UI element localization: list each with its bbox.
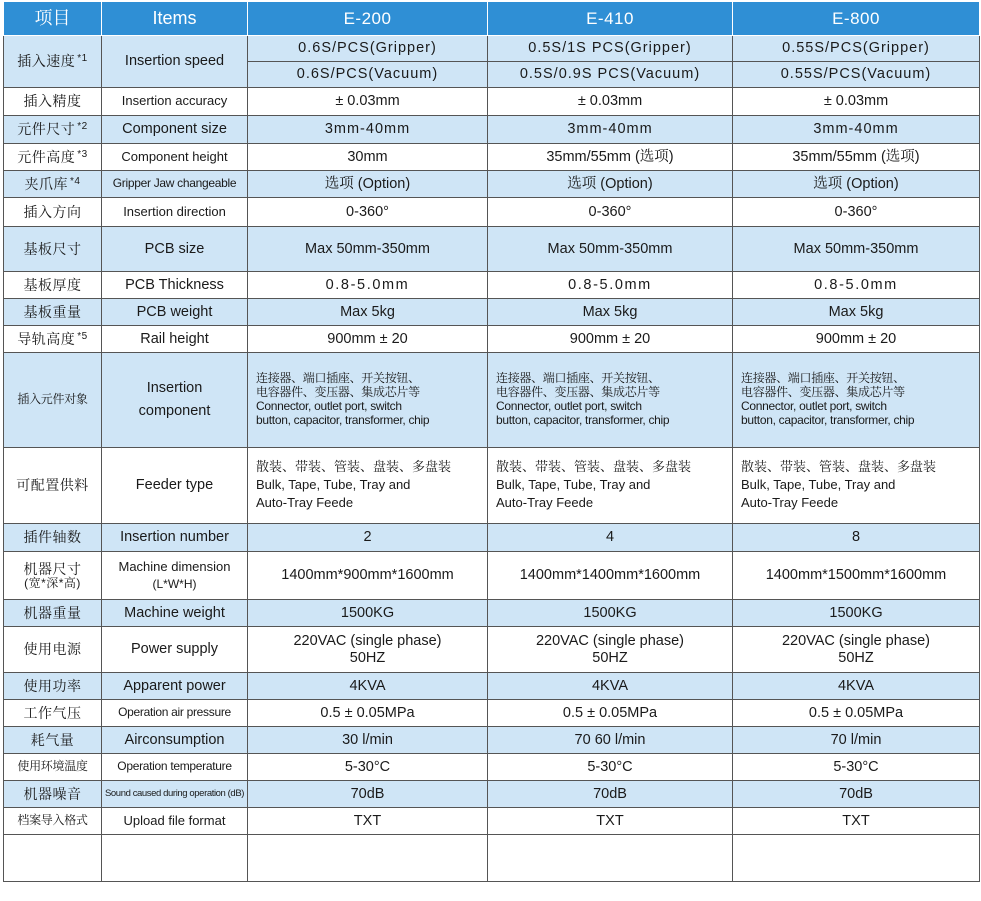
cell-value: 0.5 ± 0.05MPa (248, 700, 488, 727)
table-row (4, 299, 980, 326)
cell-value: 5-30°C (733, 754, 980, 781)
cell-value: TXT (248, 808, 488, 835)
cell-value: Max 50mm-350mm (488, 227, 733, 272)
cell-value: 0.5 ± 0.05MPa (733, 700, 980, 727)
cell-value: 70 l/min (733, 727, 980, 754)
cell-value: 连接器、端口插座、开关按钮、 电容器件、变压器、集成芯片等 Connector, outlet port, switch button, capacitor, transformer, chip (248, 353, 488, 448)
row-label-cn: 导轨高度 $^{*5}$ (4, 326, 102, 353)
empty-cell (102, 835, 248, 882)
table-row (4, 144, 980, 171)
cell-value: 900mm ± 20 (488, 326, 733, 353)
row-label-en: Insertion component (102, 353, 248, 448)
cell-value: 散装、带装、管装、盘装、多盘装 Bulk, Tape, Tube, Tray and Auto-Tray Feede (488, 448, 733, 524)
row-label-en: Power supply (102, 627, 248, 673)
cell-value: Max 5kg (733, 299, 980, 326)
cell-value: 30 l/min (248, 727, 488, 754)
row-label-en: Machine weight (102, 600, 248, 627)
row-label-en: Feeder type (102, 448, 248, 524)
cell-value: 70dB (488, 781, 733, 808)
cell-value: 0.6S/PCS(Gripper) (248, 36, 488, 62)
empty-cell (488, 835, 733, 882)
row-label-cn: 插入精度 (4, 88, 102, 116)
cell-value: 0.55S/PCS(Gripper) (733, 36, 980, 62)
cell-value: 散装、带装、管装、盘装、多盘装 Bulk, Tape, Tube, Tray and Auto-Tray Feede (733, 448, 980, 524)
cell-value: 2 (248, 524, 488, 552)
spec-table-container (3, 1, 979, 901)
row-label-cn: 插入速度 $^{*1}$ (4, 36, 102, 88)
cell-value: 0.8-5.0mm (488, 272, 733, 299)
row-label-en: Insertion speed (102, 36, 248, 88)
row-label-cn: 工作气压 (4, 700, 102, 727)
table-row (4, 448, 980, 524)
cell-value: 4KVA (488, 673, 733, 700)
cell-value: TXT (733, 808, 980, 835)
row-label-en: Rail height (102, 326, 248, 353)
header-model-e800: E-800 (733, 2, 980, 36)
table-row (4, 88, 980, 116)
row-label-cn: 夹爪库 $^{*4}$ (4, 171, 102, 198)
cell-value: 70dB (248, 781, 488, 808)
table-row (4, 326, 980, 353)
header-item-en: Items (102, 2, 248, 36)
table-row (4, 36, 980, 62)
cell-value: 0.5S/0.9S PCS(Vacuum) (488, 62, 733, 88)
header-model-e200: E-200 (248, 2, 488, 36)
row-label-en: Insertion accuracy (102, 88, 248, 116)
table-row (4, 673, 980, 700)
row-label-en: PCB weight (102, 299, 248, 326)
table-row-empty (4, 835, 980, 882)
cell-value: 220VAC (single phase) 50HZ (488, 627, 733, 673)
table-row (4, 600, 980, 627)
row-label-en: PCB size (102, 227, 248, 272)
cell-value: 0.8-5.0mm (733, 272, 980, 299)
cell-value: Max 50mm-350mm (733, 227, 980, 272)
row-label-en: Gripper Jaw changeable (102, 171, 248, 198)
cell-value: 3mm-40mm (248, 116, 488, 144)
cell-value: 1500KG (248, 600, 488, 627)
cell-value: 1400mm*1400mm*1600mm (488, 552, 733, 600)
table-row (4, 700, 980, 727)
cell-value: 1400mm*900mm*1600mm (248, 552, 488, 600)
cell-value: 0-360° (733, 198, 980, 227)
row-label-cn: 机器重量 (4, 600, 102, 627)
row-label-en: Airconsumption (102, 727, 248, 754)
cell-value: 连接器、端口插座、开关按钮、 电容器件、变压器、集成芯片等 Connector, outlet port, switch button, capacitor, transformer, chip (733, 353, 980, 448)
row-label-en: Operation air pressure (102, 700, 248, 727)
cell-value: 220VAC (single phase) 50HZ (733, 627, 980, 673)
cell-value: 220VAC (single phase) 50HZ (248, 627, 488, 673)
cell-value: 1400mm*1500mm*1600mm (733, 552, 980, 600)
row-label-cn: 基板厚度 (4, 272, 102, 299)
cell-value: Max 5kg (488, 299, 733, 326)
cell-value: 选项 (Option) (733, 171, 980, 198)
row-label-cn: 使用功率 (4, 673, 102, 700)
table-row (4, 627, 980, 673)
cell-value: 4KVA (248, 673, 488, 700)
cell-value: 选项 (Option) (488, 171, 733, 198)
cell-value: 散装、带装、管装、盘装、多盘装 Bulk, Tape, Tube, Tray and Auto-Tray Feede (248, 448, 488, 524)
row-label-en: Apparent power (102, 673, 248, 700)
cell-value: TXT (488, 808, 733, 835)
cell-value: ± 0.03mm (488, 88, 733, 116)
cell-value: 0.55S/PCS(Vacuum) (733, 62, 980, 88)
header-model-e410: E-410 (488, 2, 733, 36)
row-label-en: Insertion direction (102, 198, 248, 227)
header-row (4, 2, 980, 36)
cell-value: 5-30°C (248, 754, 488, 781)
row-label-cn: 插入元件对象 (4, 353, 102, 448)
cell-value: 0-360° (248, 198, 488, 227)
table-row (4, 198, 980, 227)
row-label-en: Component size (102, 116, 248, 144)
cell-value: 35mm/55mm (选项) (733, 144, 980, 171)
cell-value: 35mm/55mm (选项) (488, 144, 733, 171)
cell-value: 4 (488, 524, 733, 552)
table-row (4, 727, 980, 754)
cell-value: 30mm (248, 144, 488, 171)
table-row (4, 754, 980, 781)
row-label-en: PCB Thickness (102, 272, 248, 299)
cell-value: 0.8-5.0mm (248, 272, 488, 299)
row-label-en: Insertion number (102, 524, 248, 552)
empty-cell (4, 835, 102, 882)
row-label-en: Machine dimension (L*W*H) (102, 552, 248, 600)
cell-value: 0.5 ± 0.05MPa (488, 700, 733, 727)
table-row (4, 524, 980, 552)
cell-value: 0-360° (488, 198, 733, 227)
cell-value: Max 5kg (248, 299, 488, 326)
cell-value: 5-30°C (488, 754, 733, 781)
table-row (4, 781, 980, 808)
cell-value: 70dB (733, 781, 980, 808)
row-label-cn: 可配置供料 (4, 448, 102, 524)
cell-value: 1500KG (488, 600, 733, 627)
empty-cell (248, 835, 488, 882)
cell-value: 900mm ± 20 (248, 326, 488, 353)
row-label-cn: 元件高度 $^{*3}$ (4, 144, 102, 171)
row-label-cn: 使用环境温度 (4, 754, 102, 781)
table-row (4, 227, 980, 272)
empty-cell (733, 835, 980, 882)
cell-value: 4KVA (733, 673, 980, 700)
cell-value: 选项 (Option) (248, 171, 488, 198)
row-label-en: Component height (102, 144, 248, 171)
cell-value: 0.5S/1S PCS(Gripper) (488, 36, 733, 62)
cell-value: 900mm ± 20 (733, 326, 980, 353)
table-row (4, 116, 980, 144)
row-label-en: Sound caused during operation (dB) (102, 781, 248, 808)
row-label-cn: 基板重量 (4, 299, 102, 326)
row-label-en: Operation temperature (102, 754, 248, 781)
cell-value: ± 0.03mm (733, 88, 980, 116)
cell-value: 3mm-40mm (488, 116, 733, 144)
cell-value: ± 0.03mm (248, 88, 488, 116)
row-label-cn: 使用电源 (4, 627, 102, 673)
row-label-cn: 基板尺寸 (4, 227, 102, 272)
cell-value: 3mm-40mm (733, 116, 980, 144)
cell-value: 0.6S/PCS(Vacuum) (248, 62, 488, 88)
table-row (4, 808, 980, 835)
table-row (4, 171, 980, 198)
row-label-cn: 档案导入格式 (4, 808, 102, 835)
row-label-cn: 机器尺寸 (宽*深*高) (4, 552, 102, 600)
row-label-cn: 耗气量 (4, 727, 102, 754)
table-row (4, 272, 980, 299)
cell-value: Max 50mm-350mm (248, 227, 488, 272)
table-row (4, 552, 980, 600)
header-item-cn: 项目 (4, 2, 102, 36)
row-label-cn: 机器噪音 (4, 781, 102, 808)
spec-table (3, 1, 980, 882)
row-label-en: Upload file format (102, 808, 248, 835)
table-row (4, 353, 980, 448)
cell-value: 1500KG (733, 600, 980, 627)
cell-value: 70 60 l/min (488, 727, 733, 754)
cell-value: 8 (733, 524, 980, 552)
cell-value: 连接器、端口插座、开关按钮、 电容器件、变压器、集成芯片等 Connector, outlet port, switch button, capacitor, transformer, chip (488, 353, 733, 448)
row-label-cn: 插件轴数 (4, 524, 102, 552)
row-label-cn: 插入方向 (4, 198, 102, 227)
row-label-cn: 元件尺寸 $^{*2}$ (4, 116, 102, 144)
